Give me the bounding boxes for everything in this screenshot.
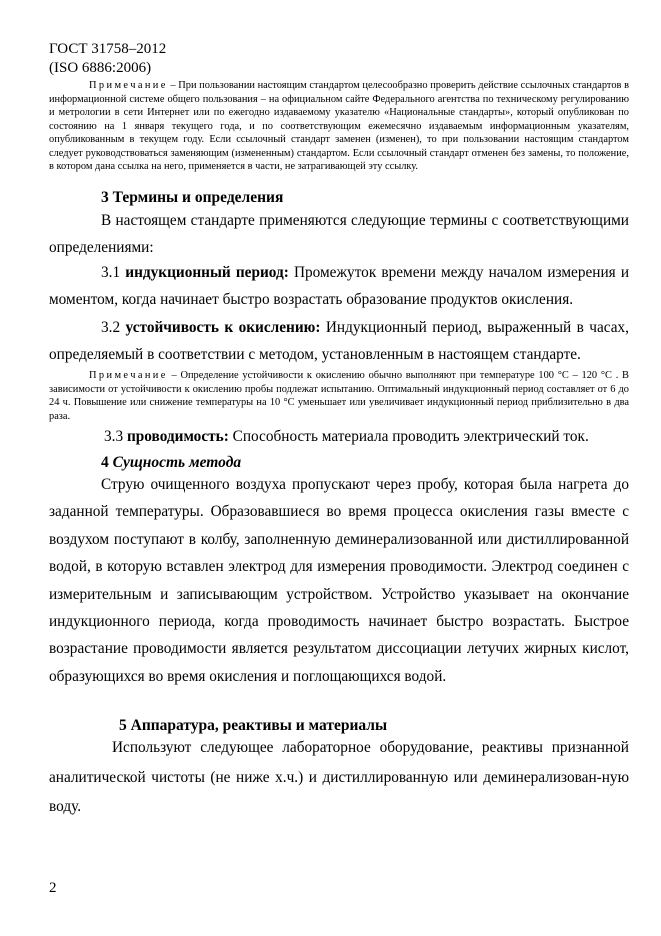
reference-note (49, 79, 629, 174)
term-3-2-number: 3.2 (101, 319, 121, 336)
document-header (49, 40, 166, 78)
iso-designation: (ISO 6886:2006) (49, 60, 152, 76)
term-3-3-term: проводимость: (126, 428, 229, 445)
section-5-paragraph: Используют следующее лабораторное оборудование, реактивы признанной аналитической чистоты (не ниже х.ч.) и дистиллированную или деминерализован-ную воду. (49, 739, 629, 815)
page-number: 2 (49, 880, 57, 896)
oxidation-note (49, 369, 629, 423)
term-3-3-definition: Способность материала проводить электрический ток. (232, 428, 589, 445)
term-3-3 (49, 423, 629, 450)
term-3-1-definition: Промежуток времени между началом измерения и моментом, когда начинает быстро возрастать образование продуктов окисления. (49, 264, 629, 309)
section-5-title: 5 Аппаратура, реактивы и материалы (119, 717, 388, 734)
section-5-text (49, 733, 629, 822)
section-3-title: 3 Термины и определения (101, 189, 284, 206)
oxidation-note-label: Примечание (89, 370, 168, 381)
section-4-number: 4 (101, 454, 109, 471)
standard-designation: ГОСТ 31758–2012 (49, 41, 167, 57)
note-text: – При пользовании настоящим стандартом целесообразно проверить действие ссылочных стандартов в информационной системе общего пользования – на официальном сайте Федерального агентства по техническому регулированию и метрологии в сети Интернет или по ежегодно издаваемому указателю «Национальные стандарты», который опубликован по состоянию на 1 января текущего года, и по соответствующим ежемесячно издаваемым информационным указателям, опубликованным в текущем году. Если ссылочный стандарт заменен (изменен), то при пользовании настоящим стандартом следует руководствоваться заменяющим (измененным) стандартом. Если ссылочный стандарт отменен без замены, то положение, в котором дана ссылка на него, применяется в части, не затрагивающей эту ссылку. (49, 80, 629, 172)
section-4-text (49, 471, 629, 690)
term-3-3-number: 3.3 (104, 428, 124, 445)
term-3-2 (49, 314, 629, 369)
term-3-1 (49, 259, 629, 314)
term-3-2-term: устойчивость к окислению: (125, 319, 321, 336)
term-3-1-number: 3.1 (101, 264, 121, 281)
section-4-paragraph: Струю очищенного воздуха пропускают через пробу, которая была нагрета до заданной температуры. Образовавшиеся во время процесса окисления газы вместе с воздухом поступают в колбу, заполненную деминерализованной или дистиллированной водой, в которую вставлен электрод для измерения проводимости. Электрод соединен с измерительным и записывающим устройством. Устройство указывает на окончание индукционного периода, когда проводимость начинает быстро возрастать. Быстрое возрастание проводимости является результатом диссоциации летучих жирных кислот, образующихся во время окисления и поглощающихся водой. (49, 476, 629, 685)
note-label: Примечание (89, 80, 168, 91)
term-3-2-definition: Индукционный период, выраженный в часах, определяемый в соответствии с методом, установленным в настоящем стандарте. (49, 319, 629, 364)
section-4-title-text: Сущность метода (112, 454, 242, 471)
section-4-title (101, 453, 241, 473)
oxidation-note-text: – Определение устойчивости к окислению обычно выполняют при температуре 100 °С – 120 °С . В зависимости от устойчивости к окислению пробы подлежат испытанию. Оптимальный индукционный период составляет от 6 до 24 ч. Повышение или снижение температуры на 10 °С уменьшает или увеличивает индукционный период приблизительно в два раза. (49, 370, 629, 422)
section-3-intro (49, 207, 629, 262)
section-3-intro-text: В настоящем стандарте применяются следующие термины с соответствующими определениями: (49, 212, 629, 257)
term-3-1-term: индукционный период: (125, 264, 289, 281)
